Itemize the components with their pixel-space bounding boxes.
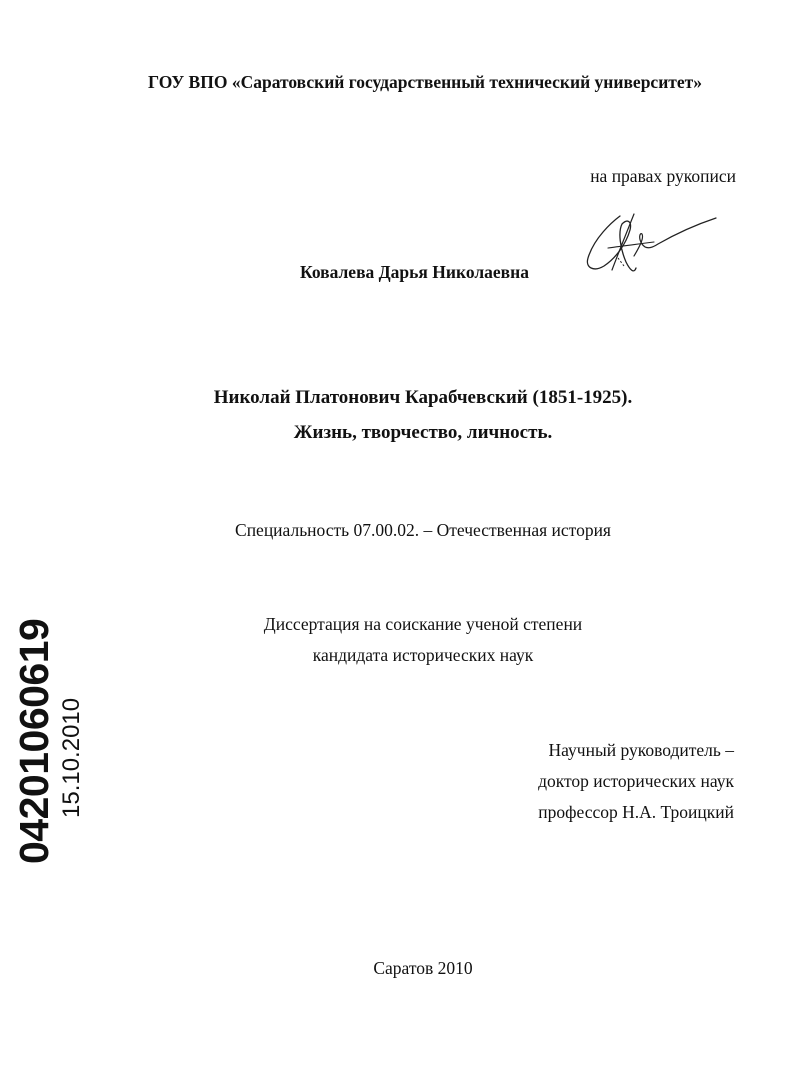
library-stamp (11, 618, 92, 864)
stamp-date: 15.10.2010 (58, 697, 85, 818)
institution-heading: ГОУ ВПО «Саратовский государственный технический университет» (148, 72, 702, 92)
specialty-line: Специальность 07.00.02. – Отечественная история (235, 520, 611, 540)
degree-line-2: кандидата исторических наук (312, 645, 534, 665)
dissertation-title-line-2: Жизнь, творчество, личность. (293, 422, 553, 443)
manuscript-note: на правах рукописи (590, 166, 736, 186)
supervisor-name: профессор Н.А. Троицкий (538, 802, 734, 822)
dissertation-title-line-1: Николай Платонович Карабчевский (1851-1925). (213, 387, 633, 408)
supervisor-role: Научный руководитель – (548, 740, 734, 760)
signature-image (582, 208, 722, 283)
degree-line-1: Диссертация на соискание ученой степени (263, 614, 583, 634)
supervisor-degree: доктор исторических наук (538, 771, 734, 791)
city-year: Саратов 2010 (373, 958, 473, 978)
author-name: Ковалева Дарья Николаевна (300, 262, 529, 282)
stamp-code: 04201060619 (11, 618, 57, 864)
